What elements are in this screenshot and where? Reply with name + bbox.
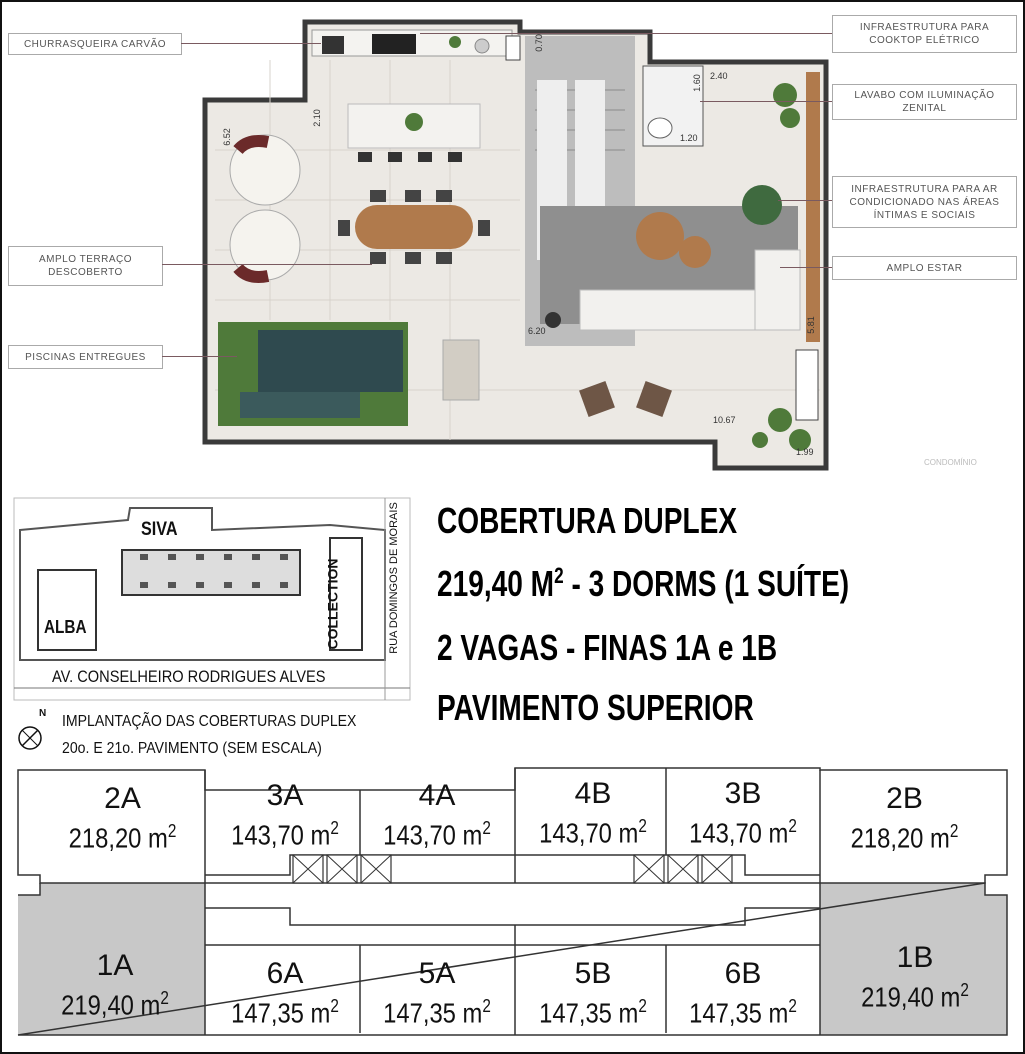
floor-plan-drawing xyxy=(0,0,1025,490)
unit-4b: 4B 143,70 $m^2$ xyxy=(539,777,647,849)
site-caption-line1: IMPLANTAÇÃO DAS COBERTURAS DUPLEX xyxy=(62,713,357,730)
dimension-label: 6.52 xyxy=(221,128,232,146)
title-area: 219,40 M xyxy=(437,563,555,604)
unit-2a: 2A 218,20 $m^2$ xyxy=(68,782,177,854)
dimension-label: 2.40 xyxy=(710,71,728,81)
unit-6b: 6B 147,35 $m^2$ xyxy=(689,957,797,1029)
title-line1: COBERTURA DUPLEX xyxy=(437,500,738,541)
unit-5a: 5A 147,35 $m^2$ xyxy=(383,957,491,1029)
site-caption-line2: 20o. E 21o. PAVIMENTO (SEM ESCALA) xyxy=(62,740,322,757)
dimension-label: 1.99 xyxy=(796,447,814,457)
elevator-group xyxy=(293,855,732,883)
dimension-label: 5.81 xyxy=(805,316,816,334)
callout-piscinas: PISCINAS ENTREGUES xyxy=(8,345,163,369)
unit-1a: 1A 219,40 $m^2$ xyxy=(61,949,169,1021)
dimension-label: 1.20 xyxy=(680,133,698,143)
site-label-siva: SIVA xyxy=(141,519,178,540)
title-dorms: - 3 DORMS (1 SUÍTE) xyxy=(563,563,850,604)
callout-ar-condicionado: INFRAESTRUTURA PARA AR CONDICIONADO NAS ÁREAS ÍNTIMAS E SOCIAIS xyxy=(832,176,1017,228)
unit-5b: 5B 147,35 $m^2$ xyxy=(539,957,647,1029)
street-label-side: RUA DOMINGOS DE MORAIS xyxy=(387,502,400,654)
callout-cooktop: INFRAESTRUTURA PARA COOKTOP ELÉTRICO xyxy=(832,15,1017,53)
callout-line xyxy=(420,33,832,34)
dimension-label: 2.10 xyxy=(311,109,322,127)
unit-2b: 2B 218,20 $m^2$ xyxy=(850,782,959,854)
site-label-collection: COLLECTION xyxy=(324,558,341,650)
callout-line xyxy=(780,267,832,268)
callout-churrasqueira: CHURRASQUEIRA CARVÃO xyxy=(8,33,182,55)
dimension-label: 6.20 xyxy=(528,326,546,336)
unit-3a: 3A 143,70 $m^2$ xyxy=(231,779,339,851)
north-label: N xyxy=(39,708,47,719)
callout-line xyxy=(162,264,372,265)
unit-6a: 6A 147,35 $m^2$ xyxy=(231,957,339,1029)
dimension-label: 0.70 xyxy=(533,34,544,52)
callout-line xyxy=(162,356,237,357)
title-line3: 2 VAGAS - FINAS 1A e 1B xyxy=(437,627,778,668)
street-label-bottom: AV. CONSELHEIRO RODRIGUES ALVES xyxy=(52,667,326,686)
dimension-label: 10.67 xyxy=(713,415,736,425)
unit-4a: 4A 143,70 $m^2$ xyxy=(383,779,491,851)
dimension-label: 1.60 xyxy=(691,74,702,92)
callout-lavabo: LAVABO COM ILUMINAÇÃO ZENITAL xyxy=(832,84,1017,120)
watermark: CONDOMÍNIO xyxy=(924,458,977,467)
title-line4: PAVIMENTO SUPERIOR xyxy=(437,687,754,728)
callout-line xyxy=(700,101,832,102)
title-line2 xyxy=(437,563,849,605)
callout-terraco: AMPLO TERRAÇO DESCOBERTO xyxy=(8,246,163,286)
cooktop-icon xyxy=(372,34,416,54)
grill-icon xyxy=(322,36,344,54)
callout-estar: AMPLO ESTAR xyxy=(832,256,1017,280)
title-area-sup: 2 xyxy=(554,563,564,588)
unit-1b: 1B 219,40 $m^2$ xyxy=(861,941,969,1013)
site-label-alba: ALBA xyxy=(44,617,87,637)
callout-line xyxy=(778,200,832,201)
callout-line xyxy=(181,43,321,44)
unit-3b: 3B 143,70 $m^2$ xyxy=(689,777,797,849)
